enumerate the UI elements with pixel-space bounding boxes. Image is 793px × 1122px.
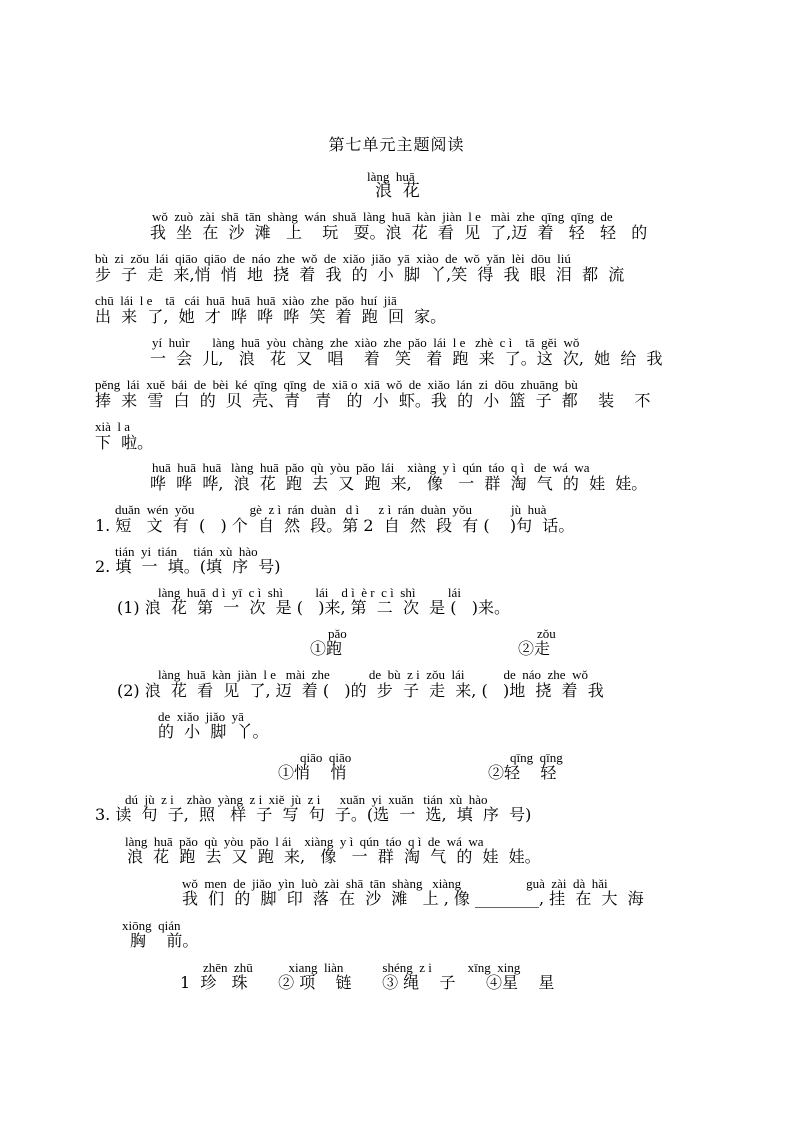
passage-line-3: 出 来 了, 她 才 哗 哗 哗 笑 着 跑 回 家。 [95,307,447,326]
passage-line-7: 哗 哗 哗, 浪 花 跑 去 又 跑 来, 像 一 群 淘 气 的 娃 娃。 [150,474,648,493]
q3-options: 1 珍 珠 ② 项 链 ③ 绳 子 ④星 星 [180,973,555,992]
question-2-2-pinyin: làng huā kàn jiàn l e mài zhe de bù z i zǒu lái de náo zhe wǒ [158,667,588,682]
passage-line-5: 捧 来 雪 白 的 贝 壳、青 青 的 小 虾。我 的 小 篮 子 都 装 不 [95,391,651,410]
passage-line-6: 下 啦。 [95,433,154,452]
question-2-1: (1) 浪 花 第 一 次 是 ( )来, 第 二 次 是 ( )来。 [117,598,510,617]
question-1: 1. 短 文 有 ( ) 个 自 然 段。第 2 自 然 段 有 ( )句 话。 [95,516,575,535]
question-3-pinyin: dú jù z i zhào yàng z i xiě jù z i xuǎn yi xuǎn tián xù hào [125,792,488,807]
passage-line-5-pinyin: pěng lái xuě bái de bèi ké qīng qīng de xiā o xiā wǒ de xiǎo lán zi dōu zhuāng bù [95,377,578,392]
question-2-2b-pinyin: de xiǎo jiǎo yā [158,709,244,724]
passage-title: 浪 花 [375,181,420,201]
question-2-1-pinyin: làng huā d ì yī c ì shì lái d ì è r c ì shì lái [158,585,461,600]
passage-line-6-pinyin: xià l a [95,419,131,434]
q2-1-option-2-pinyin: zǒu [537,626,556,641]
passage-line-2-pinyin: bù zi zǒu lái qiāo qiāo de náo zhe wǒ de xiǎo jiǎo yā xiào de wǒ yǎn lèi dōu liú [95,251,571,266]
question-2: 2. 填 一 填。(填 序 号) [95,557,281,576]
passage-line-4: 一 会 儿, 浪 花 又 唱 着 笑 着 跑 来 了。这 次, 她 给 我 [150,349,663,368]
q3-example: 浪 花 跑 去 又 跑 来, 像 一 群 淘 气 的 娃 娃。 [127,847,541,866]
page-title: 第七单元主题阅读 [328,135,465,154]
passage-line-3-pinyin: chū lái l e tā cái huā huā huā xiào zhe pǎo huí jiā [95,293,397,308]
question-2-pinyin: tián yi tián tián xù hào [115,544,258,559]
passage-line-1: 我 坐 在 沙 滩 上 玩 耍。浪 花 看 见 了,迈 着 轻 轻 的 [150,223,648,242]
q2-2-option-2: ②轻 轻 [488,763,557,782]
q2-2-option-1-pinyin: qiāo qiāo [300,750,352,765]
passage-line-2: 步 子 走 来,悄 悄 地 挠 着 我 的 小 脚 丫,笑 得 我 眼 泪 都 流 [95,265,625,284]
passage-line-7-pinyin: huā huā huā làng huā pǎo qù yòu pǎo lái xiàng y ì qún táo q ì de wá wa [152,460,590,475]
q3-task-2-pinyin: xiōng qián [122,918,181,933]
question-2-2: (2) 浪 花 看 见 了, 迈 着 ( )的 步 子 走 来, ( )地 挠 着 我 [117,681,604,700]
q2-1-option-1: ①跑 [310,639,343,658]
passage-title-pinyin: làng huā [367,169,415,184]
q3-task-pinyin: wǒ men de jiǎo yìn luò zài shā tān shàng xiàng guà zài dà hǎi [182,876,608,891]
q2-2-option-2-pinyin: qīng qīng [510,750,563,765]
question-2-2b: 的 小 脚 丫。 [158,722,269,741]
question-3: 3. 读 句 子, 照 样 子 写 句 子。(选 一 选, 填 序 号) [95,805,532,824]
q2-2-option-1: ①悄 悄 [278,763,347,782]
q3-options-pinyin: zhēn zhū xiang liàn shéng z i xīng xing [203,960,521,975]
q3-task: 我 们 的 脚 印 落 在 沙 滩 上 , 像 ________, 挂 在 大 海 [182,889,644,908]
q3-example-pinyin: làng huā pǎo qù yòu pǎo l ái xiàng y ì qún táo q ì de wá wa [125,834,484,849]
q2-1-option-2: ②走 [518,639,551,658]
passage-line-1-pinyin: wǒ zuò zài shā tān shàng wán shuǎ làng huā kàn jiàn l e mài zhe qīng qīng de [152,209,613,224]
q3-task-2: 胸 前。 [130,931,199,950]
question-1-pinyin: duǎn wén yǒu gè z ì rán duàn d ì z ì rán duàn yǒu jù huà [115,502,547,517]
passage-line-4-pinyin: yí huìr làng huā yòu chàng zhe xiào zhe pǎo lái l e zhè c ì tā gěi wǒ [152,335,580,350]
q2-1-option-1-pinyin: pǎo [328,626,347,641]
